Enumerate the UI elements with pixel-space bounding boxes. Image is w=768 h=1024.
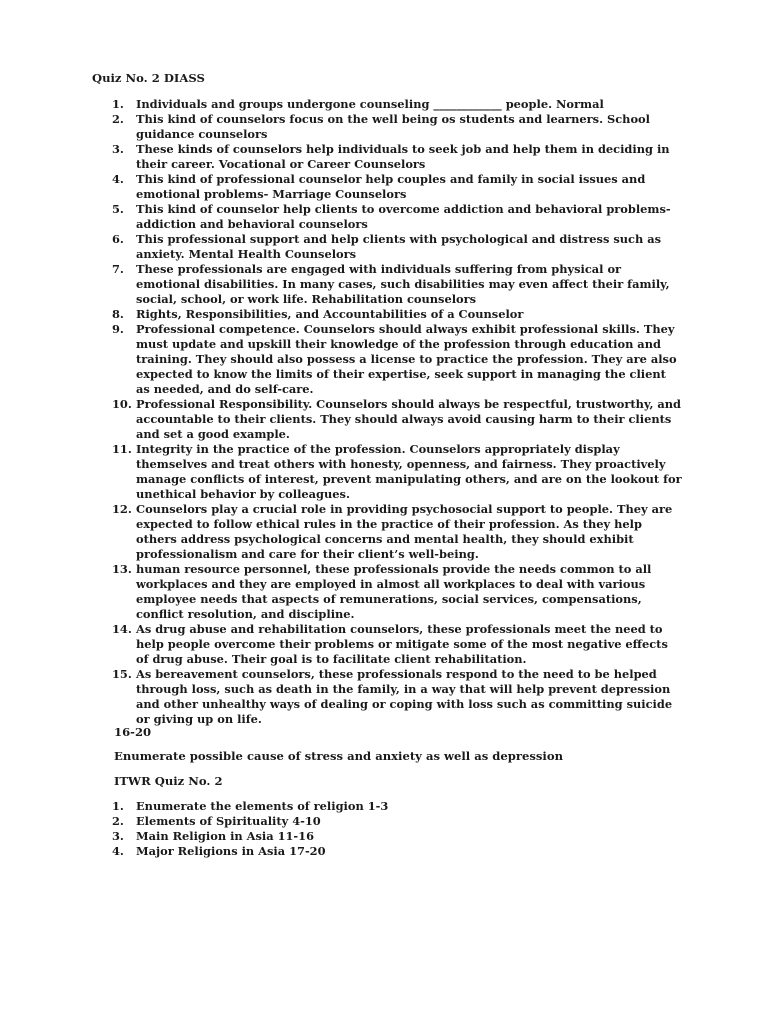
item-text: Individuals and groups undergone counseling ____________ people. Normal (136, 97, 604, 111)
list-item (92, 814, 436, 829)
item-number: 6. (112, 232, 124, 246)
list-item (92, 262, 682, 307)
item-text: These professionals are engaged with individuals suffering from physical or emotional disabilities. In many cases, such disabilities may even affect their family, social, school, or work life. Rehabilitation counselors (136, 262, 670, 306)
list-item (92, 502, 682, 562)
item-text: human resource personnel, these professionals provide the needs common to all workplaces and they are employed in almost all workplaces to deal with various employee needs that aspects of remunerations, social services, compensations, conflict resolution, and discipline. (136, 562, 652, 621)
item-text: Rights, Responsibilities, and Accountabilities of a Counselor (136, 307, 524, 321)
enumerate-prompt: Enumerate possible cause of stress and anxiety as well as depression (114, 749, 563, 763)
item-text: This professional support and help clients with psychological and distress such as anxiety. Mental Health Counselors (136, 232, 662, 261)
list-item (92, 232, 682, 262)
item-text: Elements of Spirituality 4-10 (136, 814, 321, 828)
item-number: 2. (112, 814, 124, 828)
item-number: 1. (112, 799, 124, 813)
list-item (92, 97, 682, 112)
item-number: 1. (112, 97, 124, 111)
list-item (92, 307, 682, 322)
list-item (92, 112, 682, 142)
list-item (92, 172, 682, 202)
list-item (92, 844, 436, 859)
list-item (92, 142, 682, 172)
list-item (92, 322, 682, 397)
itwr-list (92, 799, 682, 859)
range-label: 16-20 (114, 725, 152, 739)
item-number: 8. (112, 307, 124, 321)
quiz-title: Quiz No. 2 DIASS (92, 71, 205, 85)
item-number: 14. (112, 622, 132, 636)
item-text: This kind of counselors focus on the well being os students and learners. School guidance counselors (136, 112, 650, 141)
item-number: 11. (112, 442, 132, 456)
item-number: 5. (112, 202, 124, 216)
item-text: This kind of professional counselor help couples and family in social issues and emotional problems- Marriage Counselors (136, 172, 646, 201)
item-number: 4. (112, 844, 124, 858)
item-text: Integrity in the practice of the profession. Counselors appropriately display themselves and treat others with honesty, openness, and fairness. They proactively manage conflicts of interest, prevent manipulating others, and are on the lookout for unethical behavior by colleagues. (136, 442, 682, 501)
item-number: 12. (112, 502, 132, 516)
item-text: This kind of counselor help clients to overcome addiction and behavioral problems- addiction and behavioral counselors (136, 202, 671, 231)
item-number: 10. (112, 397, 132, 411)
list-item (92, 442, 682, 502)
question-list (92, 97, 682, 727)
item-number: 3. (112, 142, 124, 156)
item-number: 15. (112, 667, 132, 681)
item-number: 2. (112, 112, 124, 126)
item-number: 9. (112, 322, 124, 336)
item-text: These kinds of counselors help individuals to seek job and help them in deciding in their career. Vocational or Career Counselors (136, 142, 670, 171)
list-item (92, 622, 682, 667)
list-item (92, 667, 682, 727)
list-item (92, 799, 436, 814)
item-text: Main Religion in Asia 11-16 (136, 829, 314, 843)
item-text: As bereavement counselors, these professionals respond to the need to be helped through loss, such as death in the family, in a way that will help prevent depression and other unhealthy ways of dealing or coping with loss such as committing suicide or giving up on life. (136, 667, 673, 726)
item-text: Professional Responsibility. Counselors should always be respectful, trustworthy, and accountable to their clients. They should always avoid causing harm to their clients and set a good example. (136, 397, 682, 441)
item-text: Enumerate the elements of religion 1-3 (136, 799, 389, 813)
list-item (92, 829, 436, 844)
item-number: 7. (112, 262, 124, 276)
itwr-title: ITWR Quiz No. 2 (114, 774, 223, 788)
list-item (92, 562, 682, 622)
item-text: As drug abuse and rehabilitation counselors, these professionals meet the need to help people overcome their problems or mitigate some of the most negative effects of drug abuse. Their goal is to facilitate client rehabilitation. (136, 622, 668, 666)
item-number: 4. (112, 172, 124, 186)
list-item (92, 397, 682, 442)
item-text: Counselors play a crucial role in providing psychosocial support to people. They are expected to follow ethical rules in the practice of their profession. As they help others address psychological concerns and mental health, they should exhibit professionalism and care for their client’s well-being. (136, 502, 673, 561)
item-text: Major Religions in Asia 17-20 (136, 844, 326, 858)
item-number: 3. (112, 829, 124, 843)
list-item (92, 202, 682, 232)
item-number: 13. (112, 562, 132, 576)
item-text: Professional competence. Counselors should always exhibit professional skills. They must update and upskill their knowledge of the profession through education and training. They should also possess a license to practice the profession. They are also expected to know the limits of their expertise, seek support in managing the client as needed, and do self-care. (136, 322, 677, 396)
